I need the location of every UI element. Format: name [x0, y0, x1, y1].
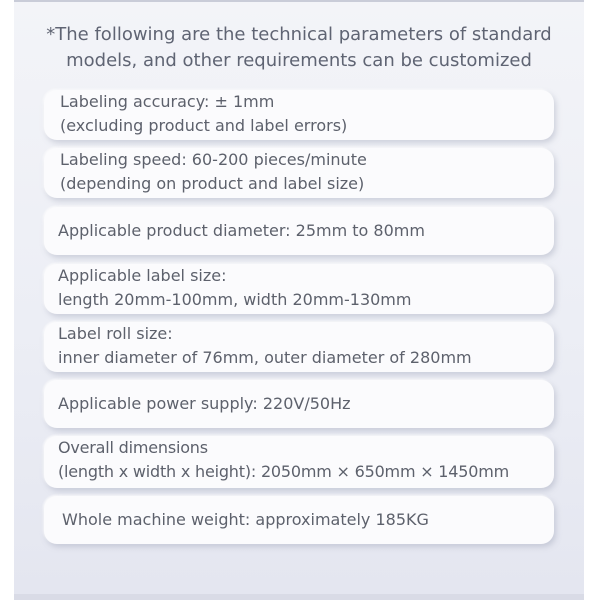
- spec-detail: length 20mm-100mm, width 20mm-130mm: [58, 290, 412, 309]
- spec-label: Label roll size:: [58, 324, 173, 343]
- spec-label: Applicable power supply: 220V/50Hz: [58, 394, 351, 413]
- spec-detail: inner diameter of 76mm, outer diameter of 280mm: [58, 348, 472, 367]
- spec-card-labeling-accuracy: [44, 90, 554, 140]
- note-line-2: models, and other requirements can be customized: [66, 50, 532, 71]
- spec-label: Applicable product diameter: 25mm to 80mm: [58, 221, 425, 240]
- spec-card-label-roll-size: [44, 322, 554, 372]
- spec-card-label-size: [44, 264, 554, 314]
- spec-label: Applicable label size:: [58, 266, 227, 285]
- spec-detail: (depending on product and label size): [60, 174, 365, 193]
- note-line-1: *The following are the technical parameters of standard: [46, 24, 552, 45]
- spec-label: Labeling accuracy: ± 1mm: [60, 92, 275, 111]
- spec-card-product-diameter: [44, 207, 554, 255]
- spec-panel: [14, 0, 584, 600]
- spec-card-labeling-speed: [44, 148, 554, 198]
- spec-label: Overall dimensions: [58, 438, 208, 457]
- spec-label: Whole machine weight: approximately 185KG: [62, 510, 429, 529]
- spec-card-overall-dimensions: [44, 436, 554, 488]
- customization-note: [14, 22, 584, 74]
- panel-divider: [14, 0, 584, 2]
- spec-detail: (length x width x height): 2050mm × 650mm × 1450mm: [58, 462, 509, 481]
- spec-card-power-supply: [44, 380, 554, 428]
- spec-card-machine-weight: [44, 496, 554, 544]
- spec-label: Labeling speed: 60-200 pieces/minute: [60, 150, 367, 169]
- spec-detail: (excluding product and label errors): [60, 116, 348, 135]
